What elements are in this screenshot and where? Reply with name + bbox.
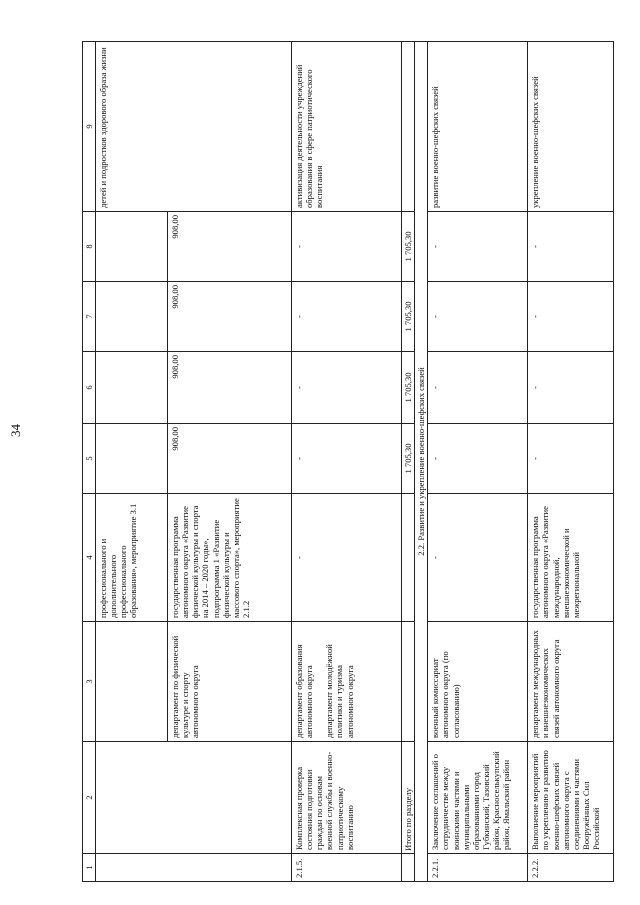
header-cell: 6 <box>83 352 96 424</box>
table-row <box>528 42 614 882</box>
cell-empty <box>96 424 168 494</box>
measure-name: Комплексная проверка состояния подготовки граждан по основам военной службы и военно-патриотическому воспитанию <box>292 742 402 854</box>
program-cell: - <box>428 494 528 622</box>
result-cell: укрепление военно-шефских связей <box>528 42 614 212</box>
section-title: 2.2. Развитие и укрепление военно-шефских связей <box>415 42 428 882</box>
cell-empty <box>402 42 415 212</box>
header-cell: 5 <box>83 424 96 494</box>
value-cell: - <box>428 352 528 424</box>
value-cell: - <box>528 352 614 424</box>
value-cell: - <box>428 282 528 352</box>
header-cell: 2 <box>83 742 96 854</box>
result-cell: активизация деятельности учреждений образования в сфере патриотического воспитания <box>292 42 402 212</box>
cell-empty <box>402 494 415 622</box>
section-row <box>415 42 428 882</box>
cell-empty <box>96 352 168 424</box>
value-cell: - <box>428 212 528 282</box>
header-row <box>83 42 96 882</box>
table-row <box>428 42 528 882</box>
value-cell: - <box>528 424 614 494</box>
executor-cell <box>292 622 402 742</box>
value-cell: - <box>528 212 614 282</box>
cell-empty <box>96 282 168 352</box>
total-value: 1 705,30 <box>402 424 415 494</box>
measure-name: Заключение соглашений о сотрудничестве между воинскими частями и муниципальными образованиями город Губкинский, Тазовский район, Красноселькупский район, Ямальский район <box>428 742 528 854</box>
value-cell: 908,00 <box>168 282 292 352</box>
header-cell: 8 <box>83 212 96 282</box>
program-table <box>82 41 614 882</box>
cell-empty <box>96 212 168 282</box>
table-row <box>96 42 168 882</box>
result-text-cont: детей и подростков здорового образа жизни <box>96 42 292 212</box>
program-cell: государственная программа автономного округа «Развитие международной, внешнеэкономической и межрегиональной <box>528 494 614 622</box>
executor-cell: департамент по физической культуре и спорту автономного округа <box>168 622 292 742</box>
total-value: 1 705,30 <box>402 352 415 424</box>
executor-line: департамент молодёжной политики и туризма автономного округа <box>324 644 355 738</box>
header-cell: 9 <box>83 42 96 212</box>
value-cell: - <box>292 424 402 494</box>
header-cell: 7 <box>83 282 96 352</box>
value-cell: 908,00 <box>168 352 292 424</box>
cell-empty <box>402 622 415 742</box>
total-value: 1 705,30 <box>402 282 415 352</box>
total-value: 1 705,30 <box>402 212 415 282</box>
header-cell: 4 <box>83 494 96 622</box>
header-cell: 3 <box>83 622 96 742</box>
row-number: 2.2.1. <box>428 854 528 882</box>
cell-empty <box>96 854 292 882</box>
value-cell: 908,00 <box>168 212 292 282</box>
cell-empty <box>96 622 168 742</box>
cell-empty <box>402 854 415 882</box>
program-cell: государственная программа автономного округа «Развитие физической культуры и спорта на 2014 – 2020 годы», подпрограмма 1 «Развитие физической культуры и массового спорта», мероприятие 2.1.2 <box>168 494 292 622</box>
executor-cell: департамент международных и внешнеэкономических связей автономного округа <box>528 622 614 742</box>
value-cell: - <box>428 424 528 494</box>
total-row <box>402 42 415 882</box>
value-cell: - <box>292 352 402 424</box>
table-row <box>292 42 402 882</box>
rotated-page <box>82 42 630 882</box>
value-cell: 908,00 <box>168 424 292 494</box>
value-cell: - <box>292 282 402 352</box>
total-label: Итого по разделу <box>402 742 415 854</box>
program-text-cont: профессионального и дополнительного профессионального образования», мероприятие 3.1 <box>96 494 168 622</box>
header-cell: 1 <box>83 854 96 882</box>
value-cell: - <box>292 212 402 282</box>
result-cell: развитие военно-шефских связей <box>428 42 528 212</box>
row-number: 2.2.2. <box>528 854 614 882</box>
measure-name: Выполнение мероприятий по укреплению и развитию военно-шефских связей автономного округа с соединениями и частями Вооружённых Сил Российской <box>528 742 614 854</box>
executor-cell: военный комиссариат автономного округа (по согласованию) <box>428 622 528 742</box>
program-cell: - <box>292 494 402 622</box>
row-number: 2.1.5. <box>292 854 402 882</box>
value-cell: - <box>528 282 614 352</box>
executor-line: департамент образования автономного округа <box>294 644 315 738</box>
cell-empty <box>96 742 292 854</box>
page-number: 34 <box>8 424 23 437</box>
